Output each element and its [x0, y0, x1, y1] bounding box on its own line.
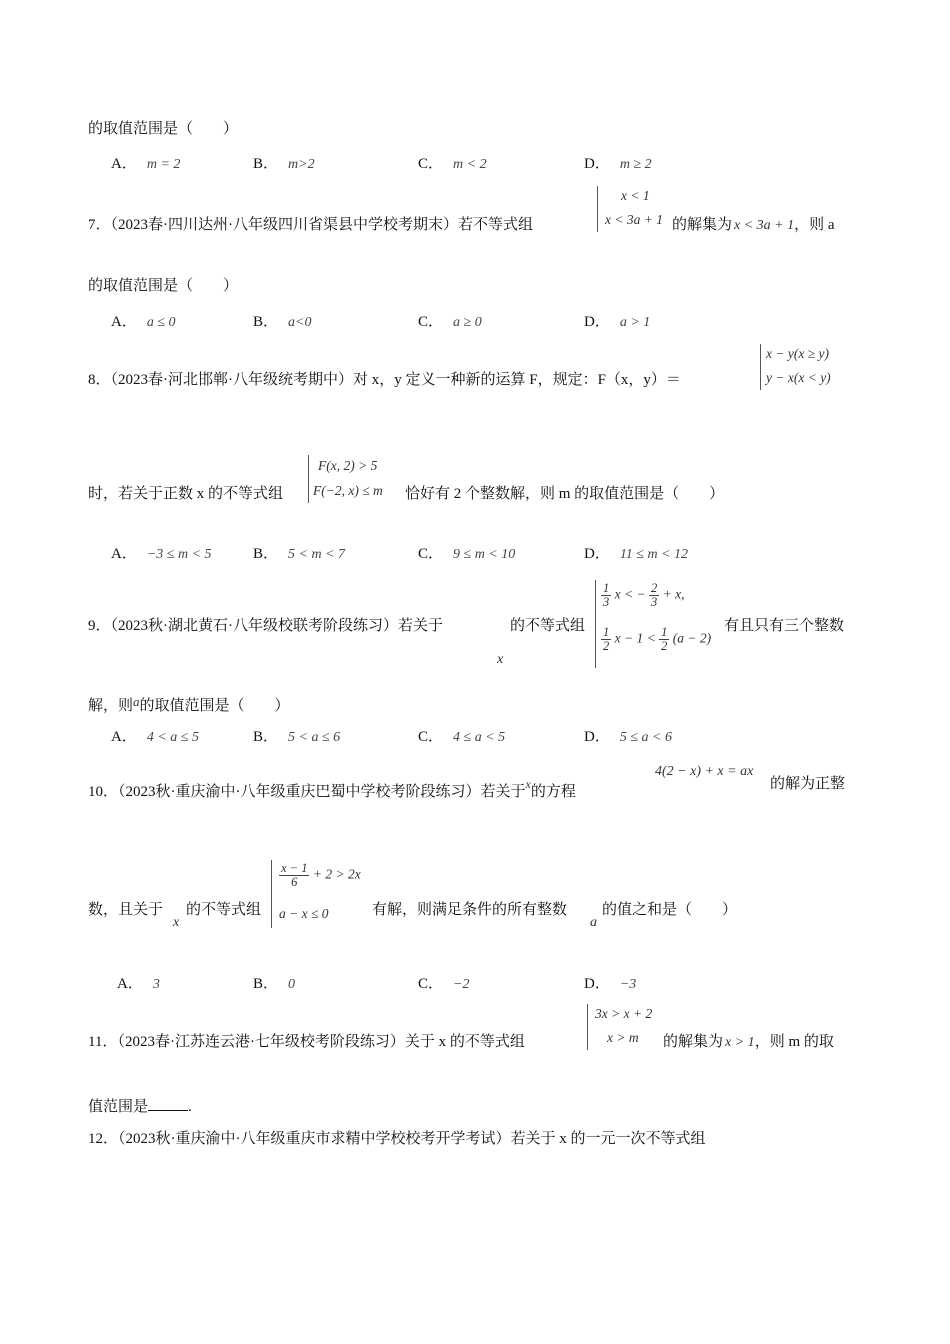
brace	[760, 344, 761, 390]
option-value: m ≥ 2	[619, 157, 652, 172]
q9-stem-tail: 有且只有三个整数	[724, 618, 845, 634]
option-value: m < 2	[453, 157, 487, 172]
q11-solution-set: x > 1	[725, 1035, 755, 1050]
q11-stem: 11．（2023春·江苏连云港·七年级校考阶段练习）关于 x 的不等式组	[88, 1034, 525, 1050]
option-label: A．	[111, 729, 137, 745]
answer-blank[interactable]	[148, 1096, 188, 1111]
fraction: $\frac{1}{2}$	[603, 625, 610, 653]
q11-sys-row-2: x > m	[607, 1030, 639, 1045]
option-label: C．	[418, 729, 444, 745]
q8-stem: 8．（2023春·河北邯郸·八年级统考期中）对 x，y 定义一种新的运算 F，规定：F（x，y）＝	[88, 372, 681, 388]
option-value: −3	[619, 977, 637, 992]
q7-stem	[88, 215, 533, 235]
q7-sys-row-1: x < 1	[621, 188, 650, 203]
q6-stem-tail: 的取值范围是（ ）	[88, 121, 239, 137]
q10-variable-x: x	[525, 777, 531, 791]
brace	[595, 580, 596, 668]
option-value: a > 1	[619, 315, 651, 330]
option-label: A．	[117, 976, 143, 992]
option-value: a ≥ 0	[453, 315, 482, 330]
option-value: −2	[453, 977, 470, 992]
option-label: B．	[253, 976, 279, 992]
option-value: −3 ≤ m < 5	[146, 547, 212, 562]
q10-variable-a: a	[590, 915, 597, 930]
option-value: m = 2	[146, 157, 181, 172]
option-value: 3	[152, 977, 160, 992]
q10-sys-row-1: $\frac{x - 1}{6}$ + 2 > 2x	[281, 861, 361, 889]
q9-option-d[interactable]	[584, 725, 672, 746]
option-label: A．	[111, 156, 137, 172]
q6-option-c[interactable]	[418, 152, 487, 173]
q10-stem-tail: 有解，则满足条件的所有整数	[372, 902, 568, 918]
option-label: A．	[111, 546, 137, 562]
option-label: D．	[584, 314, 610, 330]
q8-option-d[interactable]	[584, 542, 688, 563]
option-label: B．	[253, 156, 279, 172]
q6-option-b[interactable]	[253, 152, 315, 173]
q10-sys-row-2: a − x ≤ 0	[279, 906, 329, 921]
option-label: B．	[253, 729, 279, 745]
option-label: D．	[584, 546, 610, 562]
q6-option-a[interactable]	[111, 152, 180, 173]
q7-tail: 的解集为	[672, 217, 733, 233]
q11-stem-2: 值范围是 .	[88, 1096, 192, 1117]
q10-equation: 4(2 − x) + x = ax	[655, 764, 754, 779]
brace	[587, 1004, 588, 1050]
q10-option-c[interactable]	[418, 972, 469, 993]
option-label: D．	[584, 156, 610, 172]
fraction: $\frac{1}{2}$	[661, 625, 668, 653]
q9-option-a[interactable]	[111, 725, 199, 746]
q9-stem: 9．（2023秋·湖北黄石·八年级校联考阶段练习）若关于	[88, 618, 443, 634]
brace	[308, 455, 309, 503]
option-label: C．	[418, 314, 444, 330]
option-value: 11 ≤ m < 12	[619, 547, 689, 562]
q7-text: 7．（2023春·四川达州·八年级四川省渠县中学校考期末）若不等式组	[88, 217, 533, 233]
q7-option-a[interactable]	[111, 310, 176, 331]
q8-sys-row-2: F(−2, x) ≤ m	[313, 483, 383, 498]
q9-option-b[interactable]	[253, 725, 340, 746]
option-value: 4 < a ≤ 5	[146, 730, 199, 745]
option-label: C．	[418, 546, 444, 562]
option-value: m>2	[288, 157, 315, 172]
q7-stem-tail-2: 的取值范围是（ ）	[88, 278, 239, 294]
q9-variable-x: x	[497, 652, 504, 667]
fraction: $\frac{2}{3}$	[650, 581, 658, 609]
q10-stem-end: 的值之和是（ ）	[602, 902, 738, 918]
q9-sys-row-2: $\frac{1}{2}$ x − 1 < $\frac{1}{2}$ (a − 2)	[603, 625, 712, 653]
q9-inequality-system	[595, 580, 725, 668]
q10-option-a[interactable]	[117, 972, 160, 993]
option-label: B．	[253, 546, 279, 562]
fraction: $\frac{x - 1}{6}$	[281, 861, 308, 889]
q11-inequality-system	[587, 1004, 667, 1050]
q11-sys-row-1: 3x > x + 2	[595, 1006, 653, 1021]
q8-option-b[interactable]	[253, 542, 345, 563]
option-label: D．	[584, 729, 610, 745]
q9-sys-row-1: $\frac{1}{3}$ x < − $\frac{2}{3}$ + x,	[603, 581, 685, 609]
option-label: A．	[111, 314, 137, 330]
option-label: C．	[418, 976, 444, 992]
option-value: 0	[288, 977, 296, 992]
q9-stem-2: 解，则a的取值范围是（ ）	[88, 694, 290, 714]
q8-option-a[interactable]	[111, 542, 212, 563]
option-value: 4 ≤ a < 5	[453, 730, 506, 745]
option-value: a<0	[288, 315, 312, 330]
q7-solution-set: x < 3a + 1	[734, 218, 795, 233]
q10-option-d[interactable]	[584, 972, 636, 993]
option-value: 9 ≤ m < 10	[453, 547, 516, 562]
q8-def-row-1: x − y(x ≥ y)	[766, 346, 829, 361]
q9-variable-a: a	[133, 694, 140, 709]
q8-inequality-system	[308, 455, 408, 503]
q7-end: ，则 a	[794, 217, 835, 233]
option-value: 5 ≤ a < 6	[619, 730, 672, 745]
q7-option-c[interactable]	[418, 310, 482, 331]
q10-stem: 10．（2023秋·重庆渝中·八年级重庆巴蜀中学校考阶段练习）若关于$^x$的方程	[88, 777, 576, 800]
q6-option-d[interactable]	[584, 152, 652, 173]
q8-operation-definition	[760, 344, 855, 390]
option-label: B．	[253, 314, 279, 330]
q10-stem-tail: 的解为正整	[770, 776, 846, 792]
q9-stem-mid: 的不等式组	[510, 618, 586, 634]
option-value: 5 < m < 7	[288, 547, 346, 562]
option-value: 5 < a ≤ 6	[288, 730, 341, 745]
brace	[271, 860, 272, 928]
q11-stem-tail: 的解集为 x > 1，则 m 的取	[663, 1034, 834, 1050]
fraction: $\frac{1}{3}$	[603, 581, 610, 609]
q10-option-b[interactable]	[253, 972, 295, 993]
brace	[597, 186, 598, 232]
q7-option-d[interactable]	[584, 310, 650, 331]
q7-sys-row-2: x < 3a + 1	[605, 212, 663, 227]
q7-option-b[interactable]	[253, 310, 311, 331]
q10-stem-mid: 的不等式组	[186, 902, 262, 918]
q8-sys-row-1: F(x, 2) > 5	[318, 458, 378, 473]
q7-inequality-system	[597, 186, 667, 232]
q8-stem-tail: 恰好有 2 个整数解，则 m 的取值范围是（ ）	[405, 486, 725, 502]
q10-inequality-system	[271, 860, 381, 928]
option-value: a ≤ 0	[146, 315, 176, 330]
q8-def-row-2: y − x(x < y)	[766, 370, 831, 385]
option-label: C．	[418, 156, 444, 172]
q9-option-c[interactable]	[418, 725, 505, 746]
q8-stem-2: 时，若关于正数 x 的不等式组	[88, 486, 284, 502]
q7-stem-tail	[672, 215, 835, 236]
q10-stem-2: 数，且关于	[88, 902, 164, 918]
option-label: D．	[584, 976, 610, 992]
q8-option-c[interactable]	[418, 542, 515, 563]
q10-variable-x-2: x	[173, 915, 180, 930]
q12-stem: 12．（2023秋·重庆渝中·八年级重庆市求精中学校校考开学考试）若关于 x 的一元一次不等式组	[88, 1131, 706, 1147]
